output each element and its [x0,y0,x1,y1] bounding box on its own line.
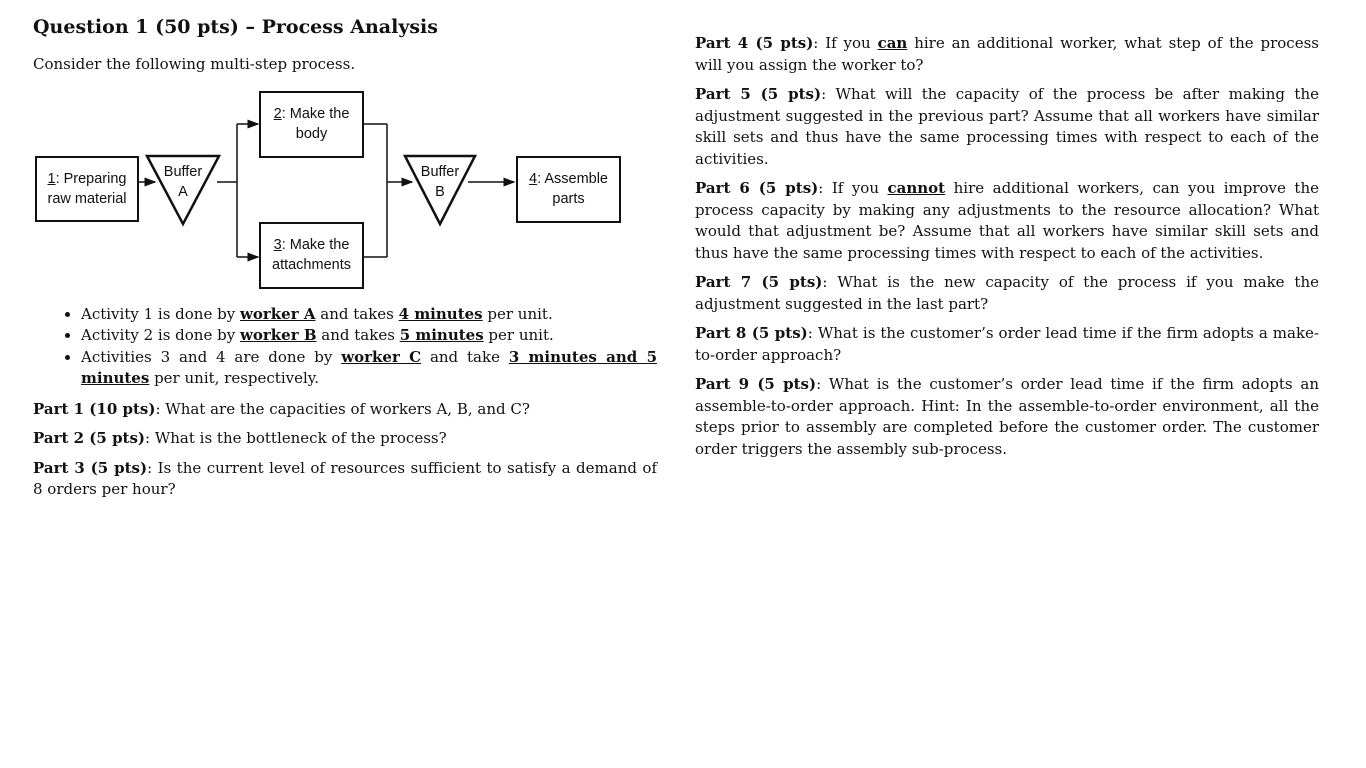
text-run: : What is the customer’s order lead time if the firm adopts an assemble-to-order approach. Hint: In the assemble-to-order environment, all the steps prior to assembly are completed before the customer order. The customer order triggers the assembly sub-process. [695,375,1319,458]
part-9 [695,374,1319,460]
part-5 [695,84,1319,170]
step-2-box [259,91,364,158]
emphasis-text: Part 6 (5 pts) [695,179,819,197]
question-title: Question 1 (50 pts) – Process Analysis [33,16,438,38]
part-7 [695,272,1319,315]
step-1-number: 1 [47,170,56,187]
emphasis-text: 4 minutes [398,304,483,323]
text-run: per unit. [483,326,554,344]
step-2-label: : Make the body [281,106,350,142]
text-run: : What will the capacity of the process be after making the adjustment suggested in the previous part? Assume that all workers have similar skill sets and thus have the same processing times with respect to each of the activities. [695,85,1319,168]
activity-bullet [81,325,657,347]
emphasis-text: Part 7 (5 pts) [695,273,823,291]
emphasis-text: worker C [341,347,422,366]
emphasis-text: worker A [239,304,316,323]
text-run: Activity 2 is done by [81,326,240,344]
text-run: : If you [813,34,878,52]
intro-text: Consider the following multi-step process. [33,55,356,73]
emphasis-text: Part 2 (5 pts) [33,429,146,447]
buffer-b-line1: Buffer [420,163,460,180]
emphasis-text: can [877,34,908,52]
activity-bullet [81,304,657,326]
buffer-b-label [410,162,470,202]
text-run: and take [421,347,509,366]
text-run: : Is the current level of resources sufficient to satisfy a demand of 8 orders per hour? [33,458,657,498]
part-6 [695,178,1319,264]
buffer-a-label [153,162,213,202]
text-run: and takes [316,326,400,344]
part-1 [33,399,657,421]
step-4-label: : Assemble parts [537,171,608,207]
emphasis-text: 5 minutes [399,326,484,344]
text-run: hire additional workers, can you improve the process capacity by making any adjustments to the resource allocation? What would that adjustment be? Assume that all workers have similar skill sets and thus have the same processing times with respect to each of the activities. [695,179,1319,262]
buffer-a-line2: A [178,183,188,200]
step-3-number: 3 [273,237,282,253]
step-4-number: 4 [529,171,538,187]
process-flow-diagram [0,84,640,296]
step-2-number: 2 [273,106,282,122]
step-1-label: : Preparing raw material [47,170,127,207]
text-run: : What is the new capacity of the process if you make the adjustment suggested in the last part? [695,273,1319,313]
text-run: : What are the capacities of workers A, B, and C? [155,399,530,418]
buffer-a-line1: Buffer [163,163,203,180]
text-run: : What is the customer’s order lead time if the firm adopts a make-to-order approach? [695,324,1319,364]
step-1-box [35,156,139,222]
emphasis-text: Part 3 (5 pts) [33,458,148,477]
emphasis-text: cannot [887,179,946,197]
emphasis-text: 3 minutes and 5 minutes [81,347,658,387]
emphasis-text: worker B [239,326,317,344]
left-column [33,14,657,509]
text-run: and takes [315,304,399,323]
emphasis-text: Part 1 (10 pts) [33,399,156,418]
right-column [695,33,1319,468]
part-2 [33,428,657,450]
step-3-label: : Make the attachments [272,237,351,273]
text-run: hire an additional worker, what step of the process will you assign the worker to? [695,34,1319,74]
text-run: per unit, respectively. [149,369,320,387]
emphasis-text: Part 9 (5 pts) [695,375,817,393]
text-run: : If you [818,179,888,197]
part-3 [33,458,657,501]
part-8 [695,323,1319,366]
step-3-box [259,222,364,289]
emphasis-text: Part 5 (5 pts) [695,85,822,103]
emphasis-text: Part 8 (5 pts) [695,324,808,342]
part-4 [695,33,1319,76]
activity-bullet [81,347,657,390]
text-run: : What is the bottleneck of the process? [145,429,447,447]
text-run: Activity 1 is done by [81,304,240,323]
text-run: Activities 3 and 4 are done by [81,347,342,366]
buffer-b-line2: B [435,183,445,200]
step-4-box [516,156,621,223]
emphasis-text: Part 4 (5 pts) [695,34,814,52]
activity-list [33,304,657,390]
text-run: per unit. [482,304,553,323]
